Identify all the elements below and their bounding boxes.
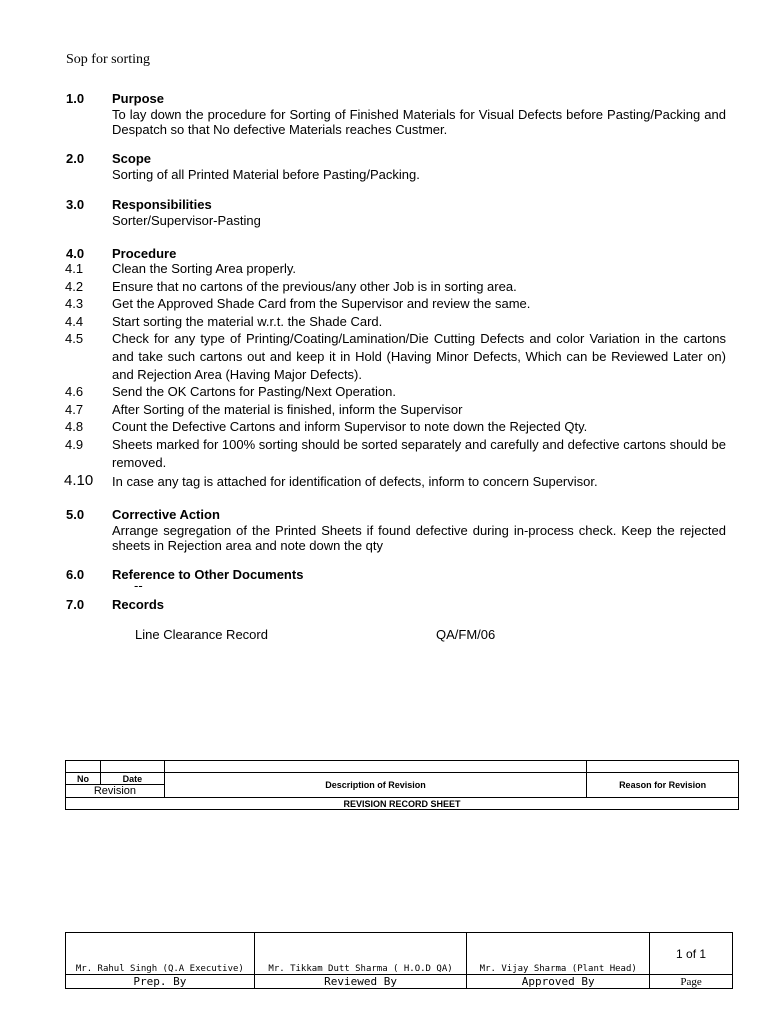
page-label: Page [650, 975, 733, 989]
section-responsibilities [66, 197, 726, 228]
revision-record-table [65, 760, 739, 810]
section-references [66, 567, 726, 583]
item-number: 4.6 [65, 384, 84, 400]
item-text: Sheets marked for 100% sorting should be sorted separately and carefully and defective cartons should be removed. [112, 436, 726, 470]
procedure-item [66, 313, 726, 331]
procedure-item [66, 436, 726, 471]
section-heading: Corrective Action [112, 507, 220, 522]
item-number: 4.8 [65, 419, 84, 435]
section-purpose [66, 91, 726, 138]
section-heading: Reference to Other Documents [112, 567, 304, 582]
procedure-item [66, 330, 726, 383]
item-text: In case any tag is attached for identification of defects, inform to concern Supervisor. [112, 474, 598, 490]
reviewed-by-label: Reviewed By [254, 975, 467, 989]
page-count: 1 of 1 [650, 933, 733, 975]
section-number: 3.0 [66, 197, 85, 212]
section-body: Arrange segregation of the Printed Sheets if found defective during in-process check. Keep the rejected sheets in Rejection area and note down the qty [112, 522, 726, 553]
section-body: Sorting of all Printed Material before Pasting/Packing. [112, 166, 420, 182]
item-number: 4.2 [65, 278, 84, 294]
reviewed-by-name: Mr. Tikkam Dutt Sharma ( H.O.D QA) [254, 933, 467, 975]
section-body: To lay down the procedure for Sorting of Finished Materials for Visual Defects before Pasting/Packing and Despatch so that No defective Materials reaches Custmer. [112, 106, 726, 137]
reference-placeholder: -- [134, 578, 143, 593]
section-body: Sorter/Supervisor-Pasting [112, 212, 261, 228]
section-scope [66, 151, 726, 182]
item-text: After Sorting of the material is finished, inform the Supervisor [112, 401, 463, 417]
record-name: Line Clearance Record [135, 627, 268, 642]
item-number: 4.4 [65, 313, 84, 329]
item-text: Clean the Sorting Area properly. [112, 261, 297, 276]
section-corrective-action [66, 507, 726, 554]
section-number: 7.0 [66, 597, 85, 612]
document-title: Sop for sorting [66, 52, 150, 67]
section-heading: Procedure [112, 246, 177, 261]
section-number: 5.0 [66, 507, 85, 522]
item-number: 4.1 [65, 261, 84, 276]
revision-description-header: Description of Revision [164, 773, 586, 798]
section-number: 4.0 [66, 246, 85, 261]
revision-reason-header: Reason for Revision [587, 773, 739, 798]
item-text: Send the OK Cartons for Pasting/Next Operation. [112, 384, 396, 400]
prepared-by-name: Mr. Rahul Singh (Q.A Executive) [66, 933, 255, 975]
procedure-list [66, 260, 726, 491]
procedure-item [66, 278, 726, 296]
signature-table [65, 932, 733, 989]
revision-blank-cell [164, 761, 586, 773]
section-number: 6.0 [66, 567, 85, 582]
section-number: 2.0 [66, 151, 85, 166]
approved-by-label: Approved By [467, 975, 650, 989]
item-number: 4.7 [65, 401, 84, 417]
approved-by-name: Mr. Vijay Sharma (Plant Head) [467, 933, 650, 975]
revision-no-header: No [66, 773, 101, 785]
section-heading: Records [112, 597, 165, 612]
revision-blank-cell [587, 761, 739, 773]
revision-record-sheet-label: REVISION RECORD SHEET [66, 798, 739, 810]
item-text: Start sorting the material w.r.t. the Shade Card. [112, 313, 383, 329]
revision-blank-cell [100, 761, 164, 773]
procedure-item [66, 401, 726, 419]
item-number: 4.3 [65, 296, 84, 312]
section-records [66, 597, 726, 613]
section-number: 1.0 [66, 91, 85, 106]
procedure-item [66, 473, 726, 491]
item-text: Ensure that no cartons of the previous/any other Job is in sorting area. [112, 278, 517, 294]
procedure-item [66, 260, 726, 278]
item-number: 4.9 [65, 436, 84, 452]
procedure-item [66, 383, 726, 401]
revision-header: Revision [66, 785, 165, 798]
procedure-item [66, 418, 726, 436]
section-heading: Scope [112, 151, 152, 166]
item-number: 4.5 [65, 331, 84, 347]
record-code: QA/FM/06 [436, 627, 496, 642]
revision-blank-cell [66, 761, 101, 773]
item-text: Check for any type of Printing/Coating/Lamination/Die Cutting Defects and color Variation in the cartons and take such cartons out and keep it in Hold (Having Minor Defects, Which can be Reviewed Later on) and Rejection Area (Having Major Defects). [112, 331, 726, 382]
procedure-item [66, 295, 726, 313]
item-number: 4.10 [64, 472, 94, 490]
section-heading: Responsibilities [112, 197, 212, 212]
item-text: Count the Defective Cartons and inform Supervisor to note down the Rejected Qty. [112, 419, 588, 435]
item-text: Get the Approved Shade Card from the Supervisor and review the same. [112, 296, 531, 312]
revision-date-header: Date [100, 773, 164, 785]
section-heading: Purpose [112, 91, 165, 106]
prepared-by-label: Prep. By [66, 975, 255, 989]
